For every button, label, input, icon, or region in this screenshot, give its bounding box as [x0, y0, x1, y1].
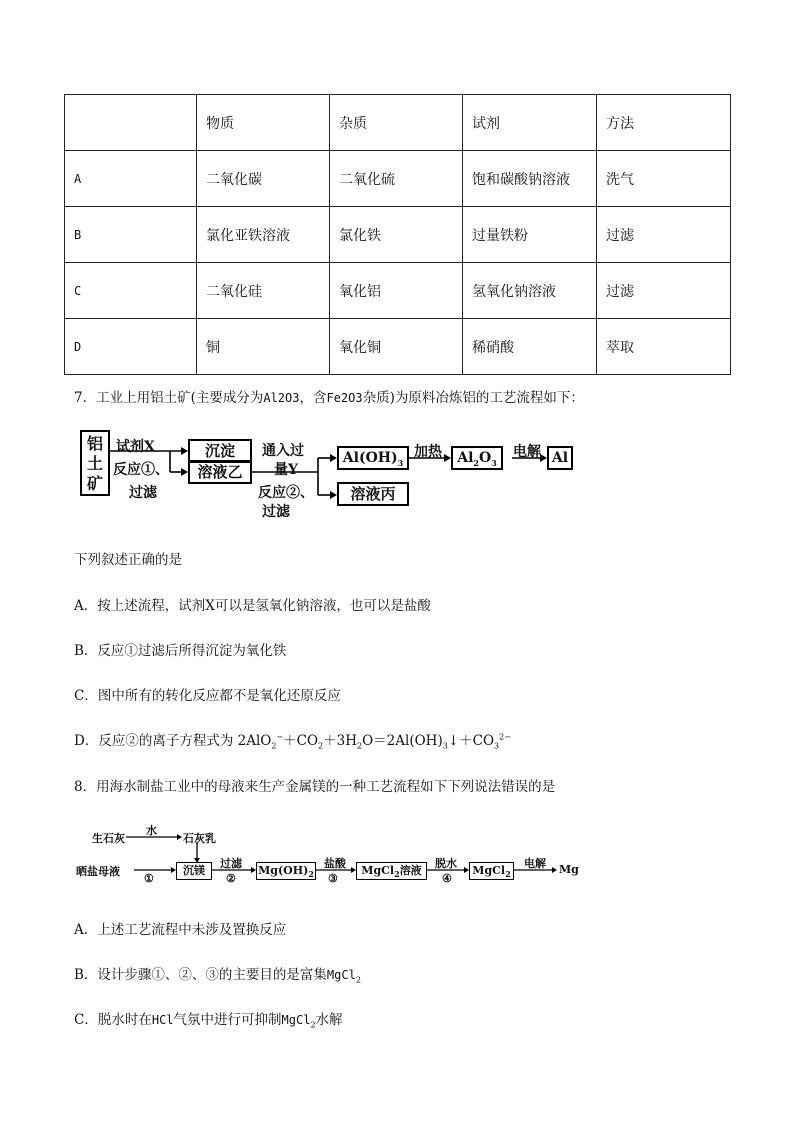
reaction-2-label: 反应②、	[258, 485, 314, 501]
q7-option-c: C．图中所有的转化反应都不是氧化还原反应	[74, 688, 341, 704]
solution-b-box: 溶液乙	[188, 460, 252, 484]
mgcl2-subscript: 2	[394, 869, 400, 880]
option-text: B．设计步骤①、②、③的主要目的是富集	[74, 967, 327, 983]
question-7-stem	[74, 386, 584, 406]
equation-part: D．反应②的离子方程式为 2AlO	[74, 733, 272, 749]
table-row	[65, 319, 731, 375]
solution-c-box: 溶液丙	[337, 482, 409, 506]
mgcl2-box	[469, 862, 514, 880]
heat-label: 加热	[414, 444, 442, 460]
table-cell: 氯化铁	[330, 207, 463, 263]
equation-part: ＋3H	[323, 733, 358, 749]
table-cell: 二氧化碳	[197, 151, 330, 207]
bauxite-box: 铝土矿	[80, 430, 110, 496]
solution-text: 溶液	[399, 864, 422, 877]
aluminum-box: Al	[547, 446, 573, 470]
table-cell: 萃取	[597, 319, 731, 375]
table-row	[65, 207, 731, 263]
option-text: 气氛中进行可抑制	[173, 1012, 282, 1028]
table-header-cell: 杂质	[330, 95, 463, 151]
table-cell: 二氧化硅	[197, 263, 330, 319]
table-cell: 过滤	[597, 263, 731, 319]
lime-milk-label: 石灰乳	[183, 832, 216, 845]
al2o3-al: Al	[457, 450, 474, 466]
table-cell: A	[65, 151, 197, 207]
mg-precipitation-box: 沉镁	[176, 862, 212, 880]
electrolysis-label: 电解	[524, 857, 546, 870]
amount-y-label: 量Y	[274, 462, 298, 478]
equation-part: O＝2Al(OH)	[362, 733, 443, 749]
al2o3-o: O	[478, 450, 492, 466]
table-header-cell	[65, 95, 197, 151]
table-cell: 氢氧化钠溶液	[463, 263, 597, 319]
electrolysis-label: 电解	[513, 444, 541, 460]
table-cell: 过滤	[597, 207, 731, 263]
quicklime-label: 生石灰	[92, 832, 125, 845]
equation-sub: 2	[271, 741, 277, 751]
q7-option-a: A．按上述流程，试剂X可以是氢氧化钠溶液，也可以是盐酸	[74, 598, 431, 614]
table-cell: 氯化亚铁溶液	[197, 207, 330, 263]
q7-option-b: B．反应①过滤后所得沉淀为氧化铁	[74, 643, 287, 659]
equation-part: ↓＋CO	[447, 733, 495, 749]
pass-excess-label: 通入过	[262, 443, 304, 459]
table-cell: D	[65, 319, 197, 375]
equation-sub: 2	[357, 741, 363, 751]
q8-option-c	[74, 1008, 343, 1030]
q8-option-b	[74, 963, 361, 985]
mgcl2-text: MgCl	[472, 864, 506, 877]
table-cell: 洗气	[597, 151, 731, 207]
formula: HCl	[151, 1013, 174, 1027]
filter-2-label: 过滤	[262, 504, 290, 520]
step-4-label: ④	[442, 872, 452, 885]
table-cell: B	[65, 207, 197, 263]
q7-stem-text: 7．工业上用铝土矿(主要成分为	[74, 390, 264, 406]
impurity-table	[64, 94, 731, 375]
table-row	[65, 151, 731, 207]
aloh3-subscript: 3	[397, 457, 404, 468]
reagent-x-label: 试剂X	[116, 439, 155, 455]
table-cell: 过量铁粉	[463, 207, 597, 263]
al2o3-sub-2: 2	[473, 457, 479, 468]
magnesium-label: Mg	[559, 863, 579, 876]
mgcl2-text: MgCl	[361, 864, 395, 877]
formula-sub: 2	[355, 975, 361, 985]
option-text: C．脱水时在	[74, 1012, 152, 1028]
equation-part: ＋CO	[283, 733, 319, 749]
table-header-cell: 方法	[597, 95, 731, 151]
mgcl2-subscript: 2	[505, 869, 511, 880]
brine-label: 晒盐母液	[76, 865, 120, 878]
q7-stem-text: ，含	[299, 390, 327, 406]
precipitate-box: 沉淀	[188, 439, 252, 463]
option-text: 水解	[315, 1012, 343, 1028]
aluminum-process-flowchart	[76, 422, 596, 522]
step-3-label: ③	[328, 872, 338, 885]
magnesium-process-flowchart	[74, 820, 584, 886]
step-1-label: ①	[144, 872, 154, 885]
table-cell: 铜	[197, 319, 330, 375]
q7-prompt: 下列叙述正确的是	[74, 552, 182, 568]
dehydrate-label: 脱水	[435, 857, 457, 870]
step-2-label: ②	[226, 872, 236, 885]
equation-sup: 2−	[499, 732, 511, 742]
equation-sup: −	[276, 732, 284, 742]
mgcl2-solution-box	[356, 862, 427, 880]
table-header-row	[65, 95, 731, 151]
table-header-cell: 物质	[197, 95, 330, 151]
hcl-label: 盐酸	[324, 857, 346, 870]
table-header-cell: 试剂	[463, 95, 597, 151]
water-label: 水	[146, 824, 157, 837]
table-cell: 饱和碳酸钠溶液	[463, 151, 597, 207]
equation-sub: 3	[442, 741, 448, 751]
mg-hydroxide-box	[256, 862, 316, 880]
aloh3-text: Al(OH)	[342, 450, 398, 466]
q8-option-a: A．上述工艺流程中未涉及置换反应	[74, 922, 287, 938]
formula: MgCl	[281, 1013, 311, 1027]
aluminum-hydroxide-box	[337, 446, 409, 470]
q7-stem-formula: Al2O3	[263, 391, 300, 405]
filter-label: 过滤	[220, 857, 242, 870]
alumina-box	[451, 446, 503, 470]
table-cell: 稀硝酸	[463, 319, 597, 375]
question-8-stem: 8．用海水制盐工业中的母液来生产金属镁的一种工艺流程如下下列说法错误的是	[74, 779, 556, 795]
formula: MgCl	[326, 968, 356, 982]
table-cell: 氧化铝	[330, 263, 463, 319]
reaction-1-label: 反应①、	[113, 462, 169, 478]
mgoh2-text: Mg(OH)	[258, 864, 309, 877]
q7-stem-text: 杂质)为原料冶炼铝的工艺流程如下：	[362, 390, 584, 406]
formula-sub: 2	[310, 1020, 316, 1030]
table-cell: C	[65, 263, 197, 319]
q7-stem-formula: Fe2O3	[326, 391, 363, 405]
mgoh2-subscript: 2	[308, 869, 314, 880]
equation-sub: 2	[318, 741, 324, 751]
table-cell: 二氧化硫	[330, 151, 463, 207]
table-cell: 氧化铜	[330, 319, 463, 375]
table-row	[65, 263, 731, 319]
filter-1-label: 过滤	[129, 485, 157, 501]
q7-option-d	[74, 729, 511, 751]
equation-sub: 3	[494, 741, 500, 751]
al2o3-sub-3: 3	[491, 457, 497, 468]
